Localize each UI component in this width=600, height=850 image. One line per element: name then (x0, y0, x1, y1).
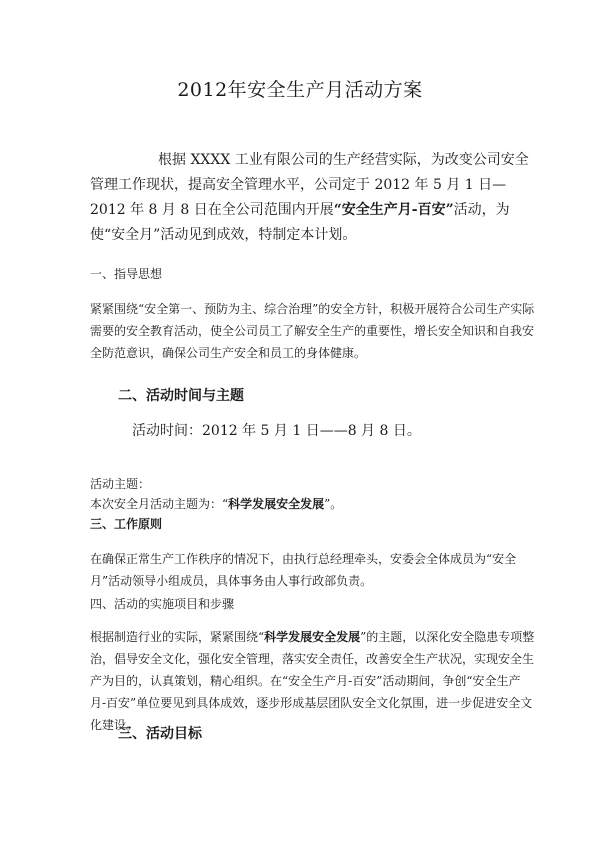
section5-heading: 三、活动目标 (118, 726, 202, 742)
section2-heading: 二、活动时间与主题 (118, 388, 244, 404)
section3-body: 在确保正常生产工作秩序的情况下，由执行总经理牵头，安委会全体成员为“安全月”活动领导小组成员，具体事务由人事行政部负责。 (90, 552, 517, 588)
section3-heading: 三、工作原则 (90, 517, 163, 531)
intro-bold-term: “安全生产月-百安” (333, 202, 454, 218)
section4-body-bold: 科学发展安全发展 (264, 630, 361, 644)
section4-body-after: ”的主题，以深化安全隐患专项整治，倡导安全文化，强化安全管理，落实安全责任，改善安全生产状况，实现安全生产为目的，认真策划，精心组织。在“安全生产月-百安”活动期间，争创“安全生产月-百安”单位要见到具体成效，逐步形成基层团队安全文化氛围，进一步促进安全文化建设。 (90, 630, 535, 732)
section1-body: 紧紧围绕“安全第一、预防为主、综合治理”的安全方针，积极开展符合公司生产实际需要的安全教育活动，使全公司员工了解安全生产的重要性，增长安全知识和自我安全防范意识，确保公司生产安全和员工的身体健康。 (90, 302, 535, 360)
intro-text-before: 根据 XXXX 工业有限公司的生产经营实际，为改变公司安全管理工作现状，提高安全管理水平，公司定于 2012 年 5 月 1 日—2012 年 8 月 8 日在全公司范围内开展 (90, 152, 529, 218)
theme-line (90, 494, 342, 514)
section4-body (90, 626, 535, 736)
activity-time: 活动时间：2012 年 5 月 1 日——8 月 8 日。 (132, 423, 421, 439)
intro-text-after: 活动，为使“安全月”活动见到成效，特制定本计划。 (90, 202, 510, 243)
theme-bold: 科学发展安全发展 (228, 497, 325, 511)
activity-theme (90, 474, 342, 514)
section4-heading: 四、活动的实施项目和步骤 (90, 597, 235, 611)
section1-heading: 一、指导思想 (90, 267, 163, 281)
theme-label: 活动主题： (90, 477, 151, 491)
theme-suffix: ”。 (324, 497, 343, 511)
intro-paragraph (90, 148, 530, 248)
section4-body-before: 根据制造行业的实际，紧紧围绕“ (90, 630, 265, 644)
theme-prefix: 本次安全月活动主题为：“ (90, 497, 229, 511)
document-title: 2012年安全生产月活动方案 (177, 79, 423, 101)
